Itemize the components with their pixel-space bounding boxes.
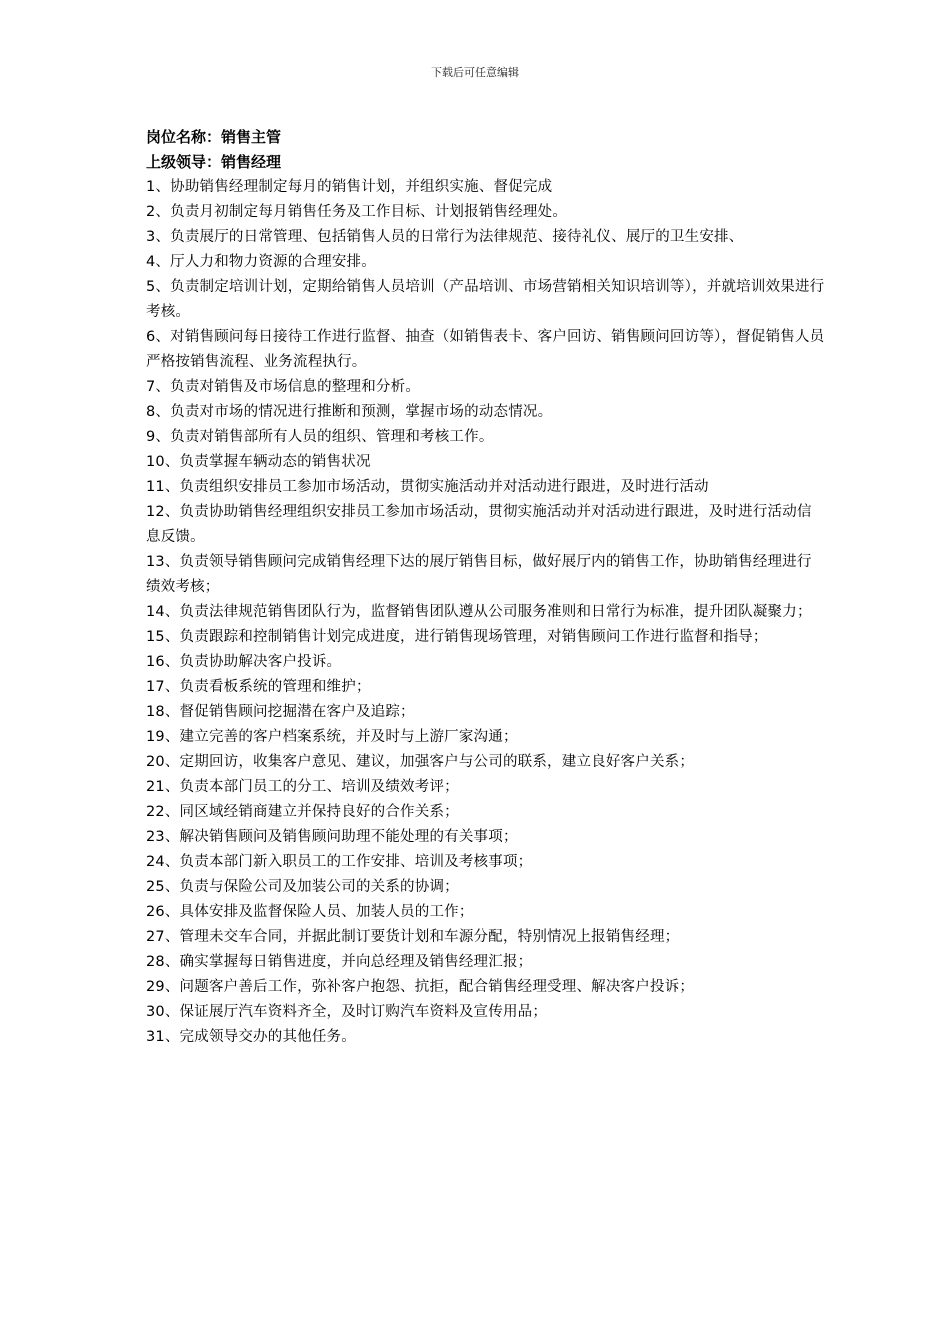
duty-item-30: 30、保证展厅汽车资料齐全，及时订购汽车资料及宣传用品； xyxy=(146,1004,548,1020)
duty-item-25: 25、负责与保险公司及加装公司的关系的协调； xyxy=(146,879,459,895)
duty-list xyxy=(146,175,826,1050)
duty-item-22: 22、同区域经销商建立并保持良好的合作关系； xyxy=(146,804,459,820)
duty-item-24: 24、负责本部门新入职员工的工作安排、培训及考核事项； xyxy=(146,854,533,870)
duty-item-21: 21、负责本部门员工的分工、培训及绩效考评； xyxy=(146,779,459,795)
duty-item-20: 20、定期回访，收集客户意见、建议，加强客户与公司的联系，建立良好客户关系； xyxy=(146,754,695,770)
header-note: 下载后可任意编辑 xyxy=(431,66,519,79)
position-title: 岗位名称：销售主管 xyxy=(146,128,282,146)
duty-item-11: 11、负责组织安排员工参加市场活动，贯彻实施活动并对活动进行跟进，及时进行活动 xyxy=(146,479,709,495)
duty-item-28: 28、确实掌握每日销售进度，并向总经理及销售经理汇报； xyxy=(146,954,533,970)
duty-item-16: 16、负责协助解决客户投诉。 xyxy=(146,654,342,670)
duty-item-15: 15、负责跟踪和控制销售计划完成进度，进行销售现场管理，对销售顾问工作进行监督和指导； xyxy=(146,629,768,645)
duty-item-1: 1、协助销售经理制定每月的销售计划，并组织实施、督促完成 xyxy=(146,179,553,195)
duty-item-14: 14、负责法律规范销售团队行为，监督销售团队遵从公司服务准则和日常行为标准，提升团队凝聚力； xyxy=(146,604,812,620)
duty-item-9: 9、负责对销售部所有人员的组织、管理和考核工作。 xyxy=(146,429,494,445)
duty-item-23: 23、解决销售顾问及销售顾问助理不能处理的有关事项； xyxy=(146,829,518,845)
duty-item-7: 7、负责对销售及市场信息的整理和分析。 xyxy=(146,379,421,395)
duty-item-19: 19、建立完善的客户档案系统，并及时与上游厂家沟通； xyxy=(146,729,518,745)
superior-line: 上级领导：销售经理 xyxy=(146,153,282,171)
duty-item-12: 12、负责协助销售经理组织安排员工参加市场活动，贯彻实施活动并对活动进行跟进，及时进行活动信息反馈。 xyxy=(146,504,812,545)
duty-item-6: 6、对销售顾问每日接待工作进行监督、抽查（如销售表卡、客户回访、销售顾问回访等），督促销售人员严格按销售流程、业务流程执行。 xyxy=(146,329,825,370)
duty-item-31: 31、完成领导交办的其他任务。 xyxy=(146,1029,356,1045)
duty-item-5: 5、负责制定培训计划，定期给销售人员培训（产品培训、市场营销相关知识培训等），并就培训效果进行考核。 xyxy=(146,279,825,320)
duty-item-17: 17、负责看板系统的管理和维护； xyxy=(146,679,371,695)
duty-item-8: 8、负责对市场的情况进行推断和预测，掌握市场的动态情况。 xyxy=(146,404,553,420)
document-body xyxy=(146,125,826,1050)
duty-item-26: 26、具体安排及监督保险人员、加装人员的工作； xyxy=(146,904,474,920)
duty-item-18: 18、督促销售顾问挖掘潜在客户及追踪； xyxy=(146,704,415,720)
duty-item-4: 4、厅人力和物力资源的合理安排。 xyxy=(146,254,376,270)
duty-item-29: 29、问题客户善后工作，弥补客户抱怨、抗拒，配合销售经理受理、解决客户投诉； xyxy=(146,979,695,995)
duty-item-27: 27、管理未交车合同，并据此制订要货计划和车源分配，特别情况上报销售经理； xyxy=(146,929,680,945)
duty-item-2: 2、负责月初制定每月销售任务及工作目标、计划报销售经理处。 xyxy=(146,204,568,220)
duty-item-10: 10、负责掌握车辆动态的销售状况 xyxy=(146,454,371,470)
duty-item-13: 13、负责领导销售顾问完成销售经理下达的展厅销售目标，做好展厅内的销售工作，协助销售经理进行绩效考核； xyxy=(146,554,812,595)
duty-item-3: 3、负责展厅的日常管理、包括销售人员的日常行为法律规范、接待礼仪、展厅的卫生安排、 xyxy=(146,229,744,245)
